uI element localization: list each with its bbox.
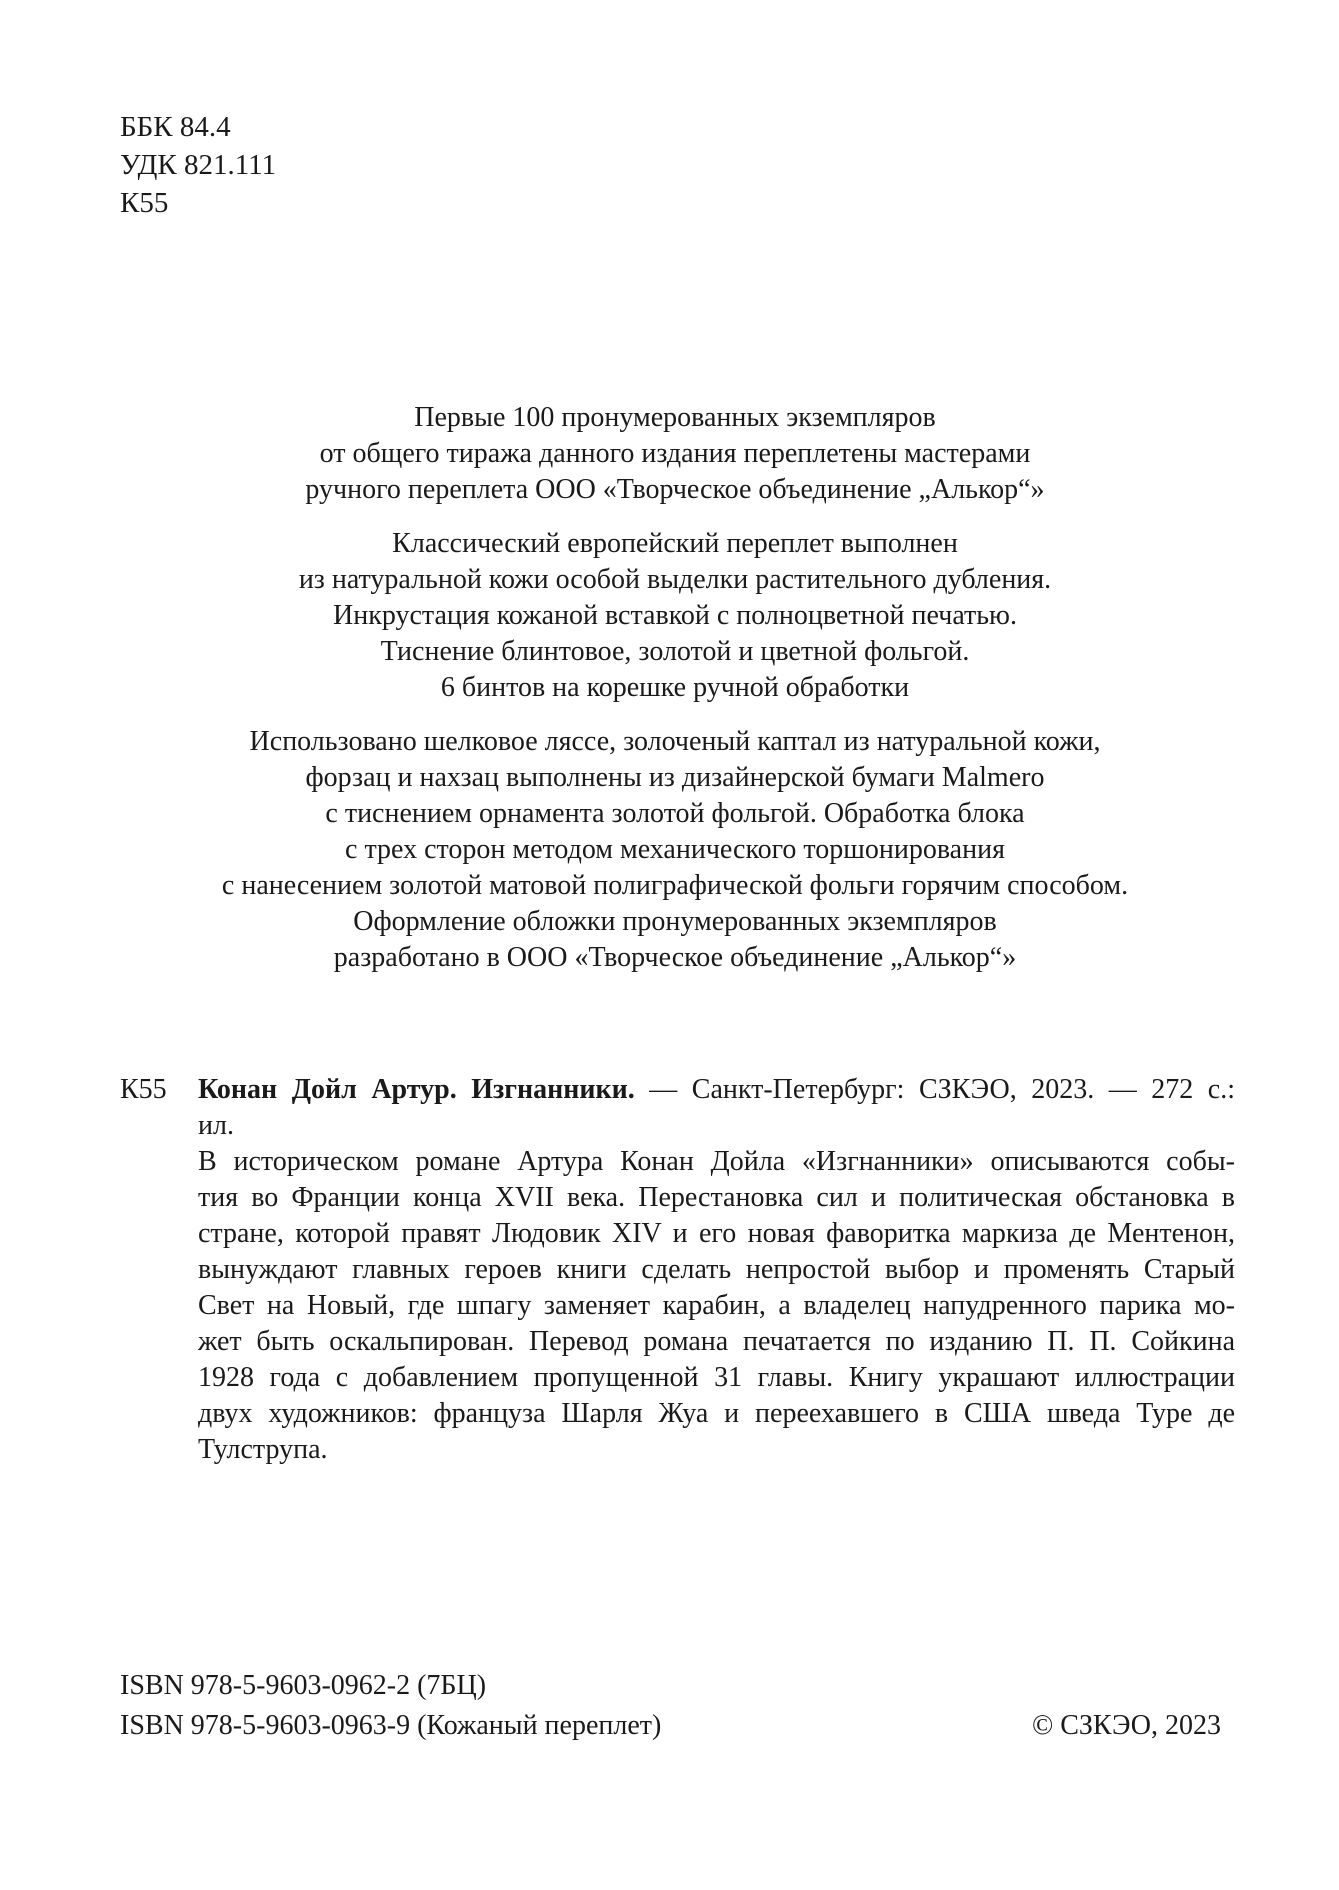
text-line: Использовано шелковое ляссе, золоченый каптал из натуральной кожи, bbox=[249, 726, 1101, 757]
catalog-body bbox=[198, 1072, 1235, 1468]
classification-codes bbox=[120, 108, 276, 222]
annotation-line: Тулструпа. bbox=[198, 1434, 328, 1465]
annotation-line: Свет на Новый, где шпагу заменяет карабин, а владелец напудренного парика мо- bbox=[198, 1290, 1235, 1321]
text-line: разработано в ООО «Творческое объединение „Алькор“» bbox=[333, 942, 1017, 973]
catalog-heading-line bbox=[198, 1072, 1235, 1108]
text-line: с трех сторон методом механического торшонирования bbox=[345, 834, 1005, 865]
author-mark: К55 bbox=[120, 187, 169, 219]
text-line: Оформление обложки пронумерованных экземпляров bbox=[353, 906, 997, 937]
text-line: Тиснение блинтовое, золотой и цветной фольгой. bbox=[380, 636, 970, 667]
annotation-line: стране, которой правят Людовик XIV и его новая фаворитка маркиза де Ментенон, bbox=[198, 1218, 1235, 1249]
text-line: с нанесением золотой матовой полиграфической фольги горячим способом. bbox=[221, 870, 1129, 901]
text-line: Первые 100 пронумерованных экземпляров bbox=[414, 402, 936, 433]
text-line: ручного переплета ООО «Творческое объединение „Алькор“» bbox=[305, 474, 1045, 505]
udk-code: УДК 821.111 bbox=[120, 149, 277, 181]
text-line: 6 бинтов на корешке ручной обработки bbox=[440, 672, 910, 703]
catalog-code: К55 bbox=[120, 1074, 167, 1105]
text-line: форзац и нахзац выполнены из дизайнерской бумаги Malmero bbox=[305, 762, 1045, 793]
annotation-line: вынуждают главных героев книги сделать непростой выбор и променять Старый bbox=[198, 1254, 1235, 1285]
annotation-line: тия во Франции конца XVII века. Перестановка сил и политическая обстановка в bbox=[198, 1182, 1235, 1213]
annotation-line: двух художников: француза Шарля Жуа и переехавшего в США шведа Туре де bbox=[198, 1398, 1235, 1429]
edition-note-paragraph-3 bbox=[120, 724, 1230, 976]
text-line: с тиснением орнамента золотой фольгой. Обработка блока bbox=[325, 798, 1025, 829]
edition-note-paragraph-2 bbox=[120, 526, 1230, 706]
annotation-line: жет быть оскальпирован. Перевод романа печатается по изданию П. П. Сойкина bbox=[198, 1326, 1235, 1357]
isbn-line-1: ISBN 978-5-9603-0962-2 (7БЦ) bbox=[120, 1670, 487, 1701]
isbn-block bbox=[120, 1666, 661, 1746]
book-title: Конан Дойл Артур. Изгнанники. bbox=[198, 1074, 635, 1105]
annotation-line: В историческом романе Артура Конан Дойла «Изгнанники» описываются собы- bbox=[198, 1146, 1235, 1177]
text-line: из натуральной кожи особой выделки растительного дубления. bbox=[298, 564, 1052, 595]
bbk-code: ББК 84.4 bbox=[120, 111, 231, 143]
text-line: от общего тиража данного издания переплетены мастерами bbox=[319, 438, 1031, 469]
copyright-notice: © СЗКЭО, 2023 bbox=[1031, 1710, 1221, 1741]
text-line: Классический европейский переплет выполнен bbox=[392, 528, 958, 559]
edition-note-paragraph-1 bbox=[120, 400, 1230, 508]
text-line: Инкрустация кожаной вставкой с полноцветной печатью. bbox=[333, 600, 1017, 631]
imprint: — Санкт-Петербург: СЗКЭО, 2023. — 272 с.: bbox=[634, 1074, 1235, 1105]
isbn-line-2: ISBN 978-5-9603-0963-9 (Кожаный переплет) bbox=[120, 1710, 662, 1741]
imprint-continuation: ил. bbox=[198, 1110, 234, 1141]
annotation-line: 1928 года с добавлением пропущенной 31 главы. Книгу украшают иллюстрации bbox=[198, 1362, 1235, 1393]
